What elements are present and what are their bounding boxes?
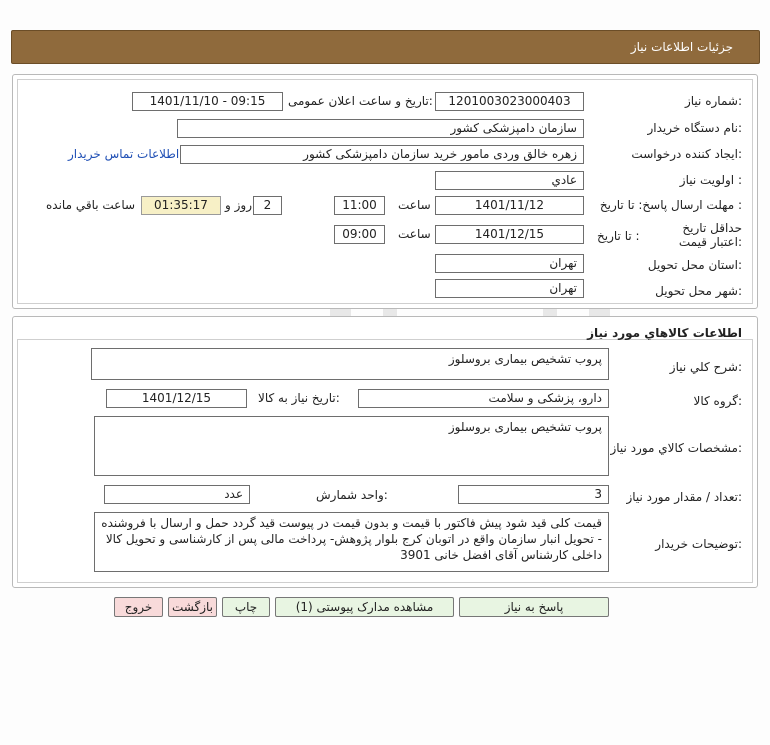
province-field: تهران: [435, 254, 584, 273]
validity-to-date-label: تا تاریخ :: [597, 229, 640, 243]
validity-date-field: 1401/12/15: [435, 225, 584, 244]
announce-datetime-label: تاریخ و ساعت اعلان عمومی:: [288, 94, 433, 108]
general-desc-label: شرح كلي نياز:: [669, 360, 742, 374]
creator-field: زهره خالق وردی مامور خرید سازمان دامپزشکی کشور: [180, 145, 584, 164]
back-button[interactable]: بازگشت: [168, 597, 217, 617]
spec-label: مشخصات كالاي مورد نياز:: [610, 441, 742, 455]
print-button[interactable]: چاپ: [222, 597, 270, 617]
reply-date-field: 1401/11/12: [435, 196, 584, 215]
quantity-field: 3: [458, 485, 609, 504]
view-documents-button[interactable]: مشاهده مدارک پیوستی (1): [275, 597, 454, 617]
reply-deadline-label: مهلت ارسال پاسخ: تا تاریخ :: [599, 198, 742, 212]
announce-datetime-field: 1401/11/10 - 09:15: [132, 92, 283, 111]
reply-time-field: 11:00: [334, 196, 385, 215]
buyer-notes-label: توضیحات خریدار:: [655, 537, 742, 551]
unit-field: عدد: [104, 485, 250, 504]
province-label: استان محل تحویل:: [647, 258, 742, 272]
quantity-label: تعداد / مقدار مورد نیاز:: [626, 490, 742, 504]
buyer-notes-field: قیمت کلی قید شود پیش فاکتور با قیمت و بدون قیمت در پیوست قید گردد حمل و ارسال با فروشنده - تحویل انبار سازمان واقع در اتوبان کرج بلوار پژوهش- پرداخت مالی پس از کارشناسی و تحویل کالا داخلی کارشناس آقای افضل خانی 3901: [94, 512, 609, 572]
buyer-org-label: نام دستگاه خریدار:: [647, 121, 742, 135]
remaining-time-field: 01:35:17: [141, 196, 221, 215]
priority-field: عادي: [435, 171, 584, 190]
city-label: شهر محل تحویل:: [655, 284, 742, 298]
validity-time-label: ساعت: [398, 227, 431, 241]
need-number-label: شماره نیاز:: [684, 94, 742, 108]
days-count-field: 2: [253, 196, 282, 215]
reply-time-label: ساعت: [398, 198, 431, 212]
general-desc-field: پروب تشخیص بیماری بروسلوز: [91, 348, 609, 380]
goods-group-field: دارو، پزشکی و سلامت: [358, 389, 609, 408]
need-info-panel: [12, 74, 758, 309]
page-title: جزئیات اطلاعات نیاز: [630, 40, 733, 54]
need-date-field: 1401/12/15: [106, 389, 247, 408]
days-label: روز و: [225, 198, 252, 212]
unit-label: واحد شمارش:: [316, 488, 388, 502]
spec-field: پروب تشخیص بیماری بروسلوز: [94, 416, 609, 476]
need-number-field: 1201003023000403: [435, 92, 584, 111]
buyer-contact-link[interactable]: اطلاعات تماس خریدار: [68, 147, 180, 161]
validity-time-field: 09:00: [334, 225, 385, 244]
reply-button[interactable]: پاسخ به نیاز: [459, 597, 609, 617]
page-header: [11, 30, 760, 64]
priority-label: اولویت نیاز :: [679, 173, 742, 187]
need-date-label: تاریخ نیاز به کالا:: [258, 391, 340, 405]
goods-group-label: گروه كالا:: [693, 394, 742, 408]
goods-section-title: اطلاعات كالاهاي مورد نياز: [587, 326, 742, 340]
city-field: تهران: [435, 279, 584, 298]
price-validity-label: حداقل تاریخ اعتبار قیمت:: [678, 221, 742, 249]
creator-label: ایجاد کننده درخواست:: [631, 147, 742, 161]
exit-button[interactable]: خروج: [114, 597, 163, 617]
buyer-org-field: سازمان دامپزشکی کشور: [177, 119, 584, 138]
remaining-time-label: ساعت باقي مانده: [46, 198, 136, 212]
